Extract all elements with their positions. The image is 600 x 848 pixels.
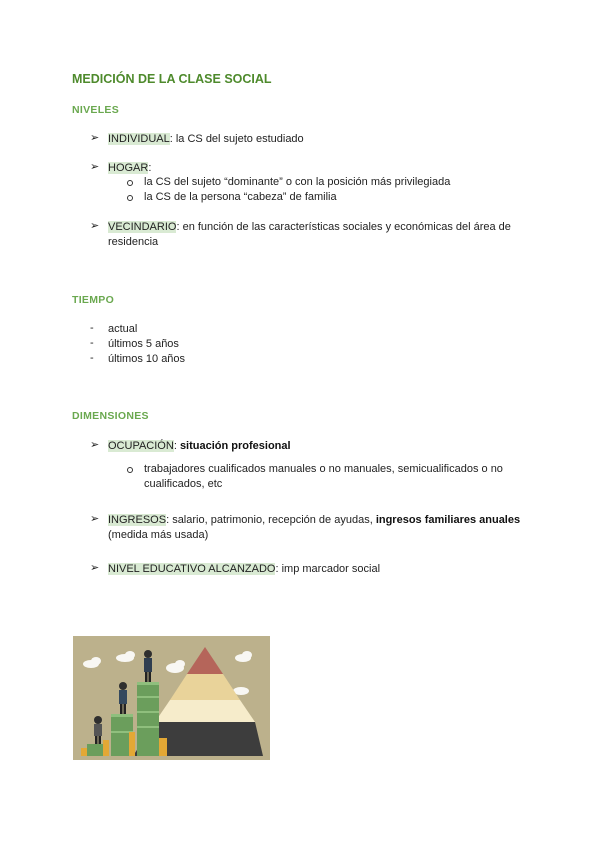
section-niveles-heading: NIVELES (72, 104, 120, 116)
pyramid-top (187, 647, 223, 674)
arrow-bullet-icon: ➢ (90, 562, 100, 574)
arrow-bullet-icon: ➢ (90, 513, 100, 525)
dash-bullet: - (90, 352, 94, 364)
term-nivel-educativo: NIVEL EDUCATIVO ALCANZADO (108, 563, 276, 575)
term-individual: INDIVIDUAL (108, 133, 170, 145)
hogar-sub-item: la CS de la persona “cabeza” de familia (144, 191, 337, 203)
circle-bullet-icon (127, 180, 133, 186)
circle-bullet-icon (127, 467, 133, 473)
arrow-bullet-icon: ➢ (90, 439, 100, 451)
dimension-ocupacion (108, 439, 291, 453)
ocupacion-bold: situación profesional (179, 440, 291, 452)
ingresos-text: : salario, patrimonio, recepción de ayudas, (166, 514, 373, 526)
tiempo-item: últimos 10 años (108, 353, 186, 365)
nivel-hogar (108, 161, 151, 175)
person-icon (144, 650, 152, 682)
vecindario-text: : en función de las características sociales y económicas del área de (176, 221, 511, 233)
nivel-individual (108, 132, 304, 146)
nivel-vecindario (108, 220, 511, 234)
dash-bullet: - (90, 322, 94, 334)
ocupacion-sub-item-continued: cualificados, etc (144, 478, 223, 490)
arrow-bullet-icon: ➢ (90, 220, 100, 232)
term-ingresos: INGRESOS (108, 514, 167, 526)
dimension-nivel-educativo (108, 562, 380, 576)
tiempo-item: últimos 5 años (108, 338, 179, 350)
arrow-bullet-icon: ➢ (90, 161, 100, 173)
term-ocupacion: OCUPACIÓN (108, 440, 174, 452)
pyramid-middle (155, 700, 255, 722)
section-dimensiones-heading: DIMENSIONES (72, 410, 149, 422)
hogar-sub-item: la CS del sujeto “dominante” o con la posición más privilegiada (144, 176, 451, 188)
section-tiempo-heading: TIEMPO (72, 294, 115, 306)
term-vecindario: VECINDARIO (108, 221, 177, 233)
ingresos-text-continued: (medida más usada) (108, 529, 209, 541)
term-hogar: HOGAR (108, 162, 149, 174)
dash-bullet: - (90, 337, 94, 349)
pyramid-upper (170, 674, 240, 700)
ocupacion-sub-item: trabajadores cualificados manuales o no manuales, semicualificados o no (144, 463, 503, 475)
individual-text: : la CS del sujeto estudiado (169, 133, 304, 145)
social-pyramid-illustration (73, 636, 270, 760)
person-icon (94, 716, 102, 744)
ocupacion-sep: : (173, 440, 177, 452)
circle-bullet-icon (127, 195, 133, 201)
person-icon (119, 682, 127, 714)
page-title: MEDICIÓN DE LA CLASE SOCIAL (72, 72, 272, 86)
tiempo-item: actual (108, 323, 138, 335)
nivel-text: : imp marcador social (275, 563, 381, 575)
vecindario-text-continued: residencia (108, 236, 159, 248)
hogar-text: : (148, 162, 152, 174)
arrow-bullet-icon: ➢ (90, 132, 100, 144)
ingresos-bold: ingresos familiares anuales (375, 514, 521, 526)
dimension-ingresos (108, 513, 520, 527)
